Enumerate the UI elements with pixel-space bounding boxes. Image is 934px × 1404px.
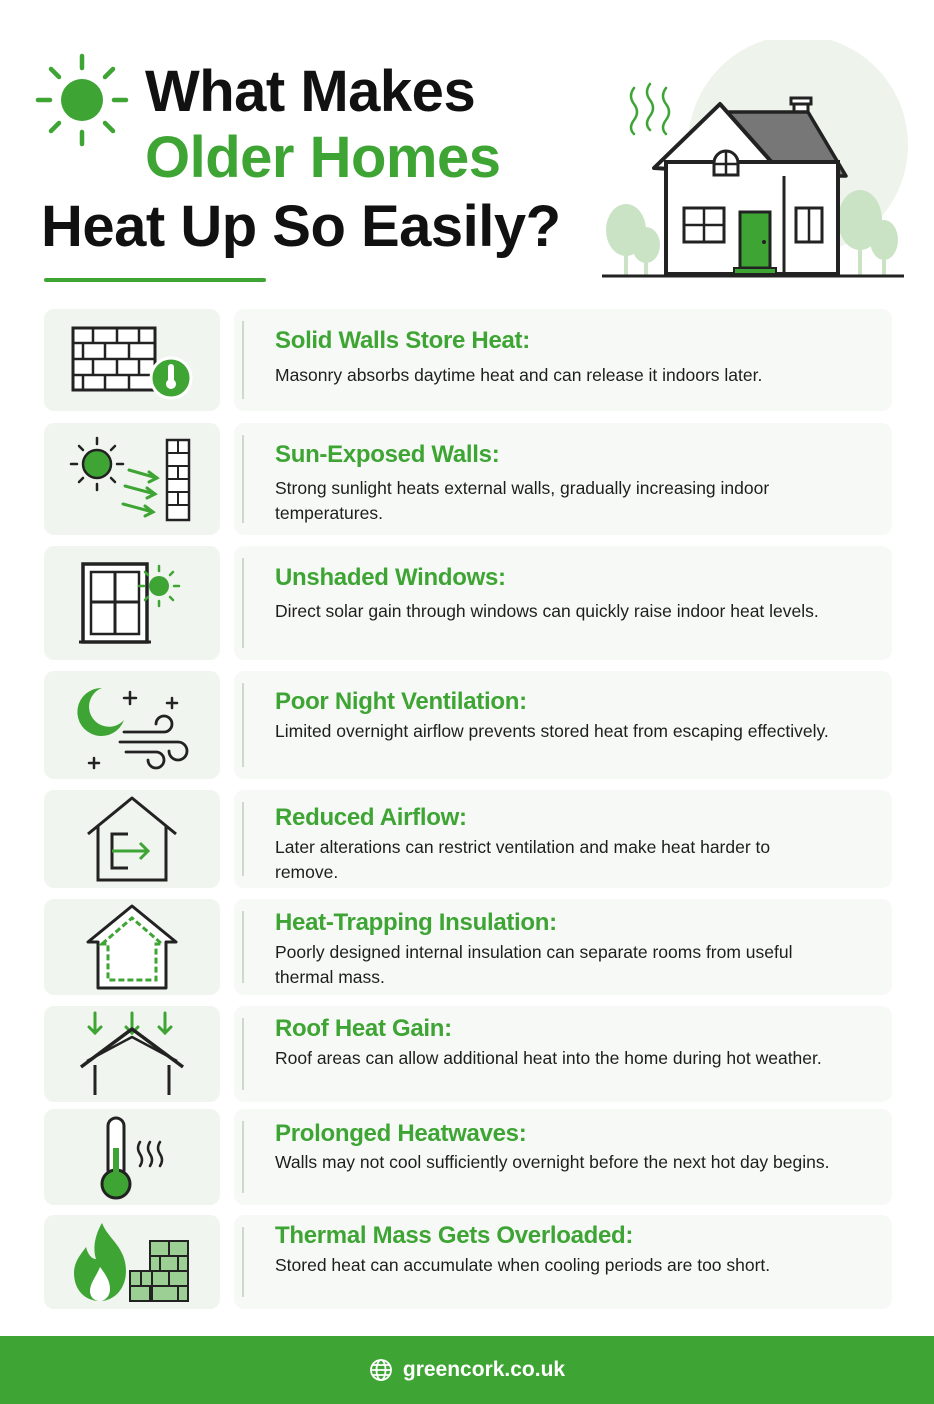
item-description: Stored heat can accumulate when cooling periods are too short. (275, 1255, 771, 1275)
list-item (44, 309, 892, 411)
item-title: Heat-Trapping Insulation: (275, 909, 557, 936)
sun-icon (34, 52, 130, 148)
title-line-2: Older Homes (145, 125, 501, 190)
list-item (44, 423, 892, 535)
item-title: Reduced Airflow: (275, 804, 467, 831)
house-exit-arrow-icon (82, 794, 182, 884)
title-underline (44, 278, 266, 282)
moon-wind-icon (72, 680, 192, 770)
item-description: Strong sunlight heats external walls, gradually increasing indoor temperatures. (275, 478, 770, 523)
brick-wall-thermometer-icon (67, 320, 197, 400)
item-description: Direct solar gain through windows can quickly raise indoor heat levels. (275, 601, 819, 621)
house-illustration-icon (598, 40, 908, 285)
item-title: Sun-Exposed Walls: (275, 441, 500, 468)
item-title: Unshaded Windows: (275, 564, 506, 591)
flame-bricks-icon (72, 1217, 192, 1307)
item-description: Later alterations can restrict ventilation and make heat harder to remove. (275, 837, 771, 882)
roof-heat-arrows-icon (77, 1009, 187, 1099)
list-item (44, 790, 892, 888)
list-item (44, 1109, 892, 1205)
list-item (44, 1006, 892, 1102)
item-description: Walls may not cool sufficiently overnight before the next hot day begins. (275, 1152, 830, 1172)
item-title: Thermal Mass Gets Overloaded: (275, 1222, 634, 1249)
item-description: Poorly designed internal insulation can separate rooms from useful thermal mass. (275, 942, 793, 987)
list-item (44, 899, 892, 995)
item-title: Solid Walls Store Heat: (275, 327, 530, 354)
list-item (44, 671, 892, 779)
footer (0, 1336, 934, 1404)
globe-icon (369, 1358, 393, 1382)
title-line-3: Heat Up So Easily? (41, 194, 561, 259)
item-description: Roof areas can allow additional heat into the home during hot weather. (275, 1048, 822, 1068)
item-title: Prolonged Heatwaves: (275, 1120, 527, 1147)
sun-on-wall-icon (67, 434, 197, 524)
item-title: Poor Night Ventilation: (275, 688, 527, 715)
sunny-window-icon (77, 558, 187, 648)
website-link[interactable]: greencork.co.uk (402, 1358, 566, 1381)
thermometer-heat-icon (92, 1112, 172, 1202)
list-item (44, 546, 892, 660)
header (0, 0, 934, 300)
item-description: Limited overnight airflow prevents stored heat from escaping effectively. (275, 721, 829, 741)
item-description: Masonry absorbs daytime heat and can release it indoors later. (275, 365, 763, 385)
title-line-1: What Makes (145, 59, 476, 124)
list-item (44, 1215, 892, 1309)
insulated-house-icon (82, 902, 182, 992)
item-title: Roof Heat Gain: (275, 1015, 452, 1042)
